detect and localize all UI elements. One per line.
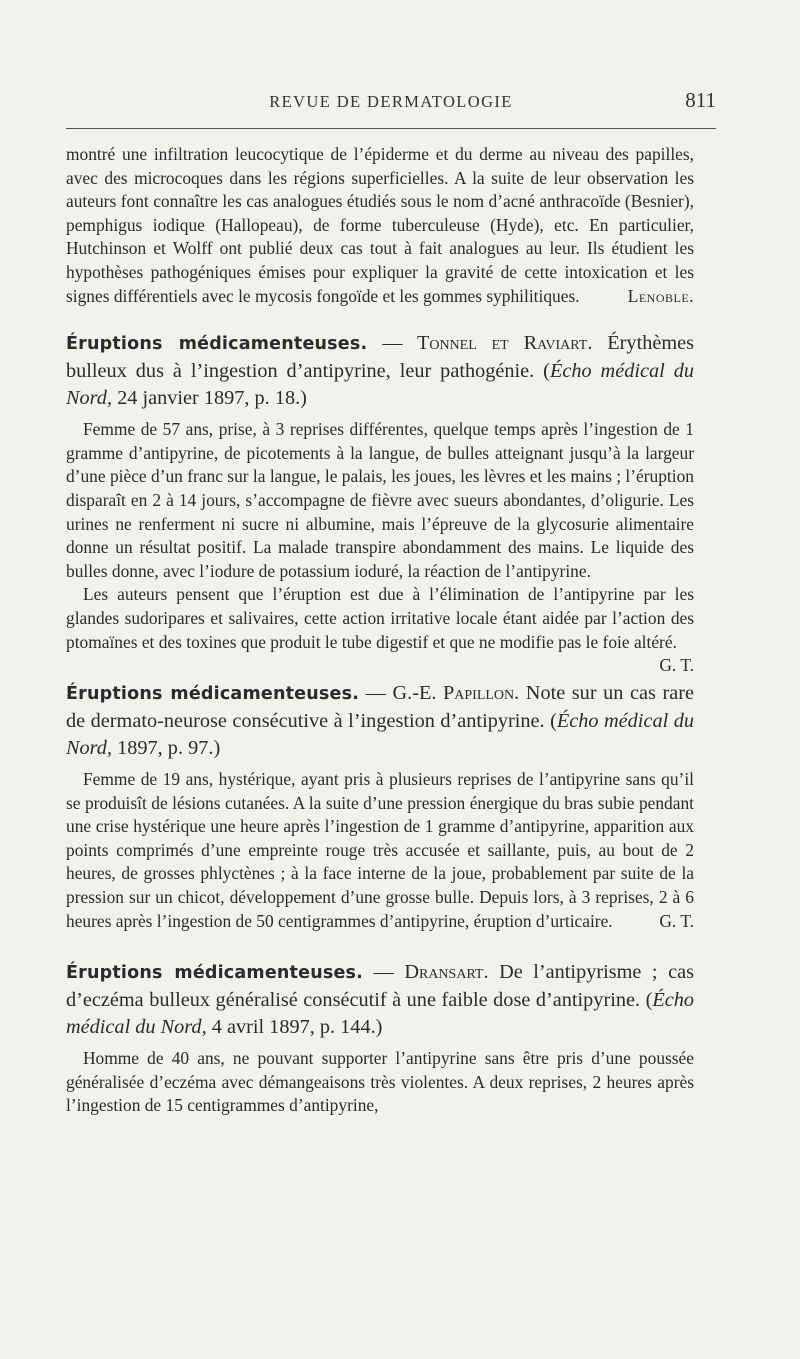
running-head <box>66 88 716 118</box>
article-authors: — G.-E. Papillon. <box>365 682 520 705</box>
article-source: Écho médical du Nord, <box>66 710 694 760</box>
article-authors: — Tonnel et Raviart. <box>382 332 593 355</box>
intro-signature: Lenoble. <box>627 285 694 306</box>
article-source: Écho médical du Nord, <box>66 989 694 1039</box>
article-source-date: 4 avril 1897, p. 144.) <box>206 1016 383 1039</box>
running-title: REVUE DE DERMATOLOGIE <box>269 92 513 111</box>
article-signature: G. T. <box>659 655 694 676</box>
article-rubric: Éruptions médicamenteuses. <box>66 963 363 984</box>
article-paragraph <box>66 583 694 676</box>
page-number: 811 <box>685 88 716 112</box>
article-rubric: Éruptions médicamenteuses. <box>66 684 360 705</box>
article-source-date: 1897, p. 97.) <box>112 737 221 760</box>
article-title: De l’antipyrisme ; cas d’eczéma bulleux généralisé consécutif à une faible dose d’antipyrine. ( <box>66 961 694 1012</box>
article-title: Note sur un cas rare de dermato-neurose consécutive à l’ingestion d’antipyrine. ( <box>66 682 694 733</box>
article-paragraph <box>66 768 694 933</box>
article-paragraph-text: Les auteurs pensent que l’éruption est due à l’élimination de l’antipyrine par les glandes sudoripares et salivaires, cette action irritative locale étant aidée par l’action des ptomaïnes et des toxines que produit le tube digestif et que ne modifie pas le foie altéré. <box>66 584 694 652</box>
article-3 <box>66 959 694 1118</box>
article-1 <box>66 330 695 676</box>
header-rule <box>66 128 716 129</box>
body-text <box>66 143 694 1118</box>
intro-text: montré une infiltration leucocytique de l’épiderme et du derme au niveau des papilles, avec des microcoques dans les régions superficielles. A la suite de leur observation les auteurs font connaître les cas analogues étudiés sous le nom d’acné anthracoïde (Besnier), pemphigus iodique (Hallopeau), de forme tuberculeuse (Hyde), etc. En particulier, Hutchinson et Wolff ont publié deux cas tout à fait analogues au leur. Ils étudient les hypothèses pathogéniques émises pour expliquer la gravité de cette intoxication et les signes différentiels avec le mycosis fongoïde et les gommes syphilitiques. <box>66 144 694 306</box>
article-authors: — Dransart. <box>373 961 489 984</box>
article-title: Érythèmes bulleux dus à l’ingestion d’antipyrine, leur pathogénie. ( <box>66 332 695 383</box>
article-heading <box>66 959 694 1041</box>
article-paragraph: Homme de 40 ans, ne pouvant supporter l’antipyrine sans être pris d’une poussée généralisée d’eczéma avec démangeaisons très violentes. A deux reprises, 2 heures après l’ingestion de 15 centigrammes d’antipyrine, <box>66 1048 694 1116</box>
article-heading <box>66 330 694 412</box>
intro-paragraph <box>66 143 694 308</box>
article-paragraph: Femme de 57 ans, prise, à 3 reprises différentes, quelque temps après l’ingestion de 1 gramme d’antipyrine, de picotements à la langue, de bulles atteignant jusqu’à la largeur d’une pièce d’un franc sur la langue, le palais, les joues, les lèvres et les mains ; l’éruption disparaît en 2 à 14 jours, s’accompagne de fièvre avec sueurs abondantes, d’oligurie. Les urines ne renferment ni sucre ni albumine, mais l’épreuve de la glycosurie alimentaire donne un résultat positif. La malade transpire abondamment des mains. Le liquide des bulles donne, avec l’iodure de potassium ioduré, la réaction de l’antipyrine. <box>66 419 694 581</box>
article-paragraph-text: Femme de 19 ans, hystérique, ayant pris à plusieurs reprises de l’antipyrine sans qu’il se produisît de lésions cutanées. A la suite d’une pression énergique du bras subie pendant une crise hystérique une heure après l’ingestion de 1 gramme d’antipyrine, apparition aux points comprimés d’une empreinte rouge très accusée et saillante, puis, au bout de 2 heures, de grosses phlyctènes ; à la face interne de la joue, probablement par suite de la pression sur un chicot, développement d’une grosse bulle. Depuis lors, à 3 reprises, 2 à 6 heures après l’ingestion de 50 centigrammes d’antipyrine, éruption d’urticaire. <box>66 769 694 931</box>
article-signature: G. T. <box>659 910 694 931</box>
article-source: Écho médical du Nord, <box>66 360 694 410</box>
article-heading <box>66 680 694 762</box>
article-2 <box>66 680 694 933</box>
article-rubric: Éruptions médicamenteuses. <box>66 334 368 355</box>
article-source-date: 24 janvier 1897, p. 18.) <box>112 387 307 410</box>
